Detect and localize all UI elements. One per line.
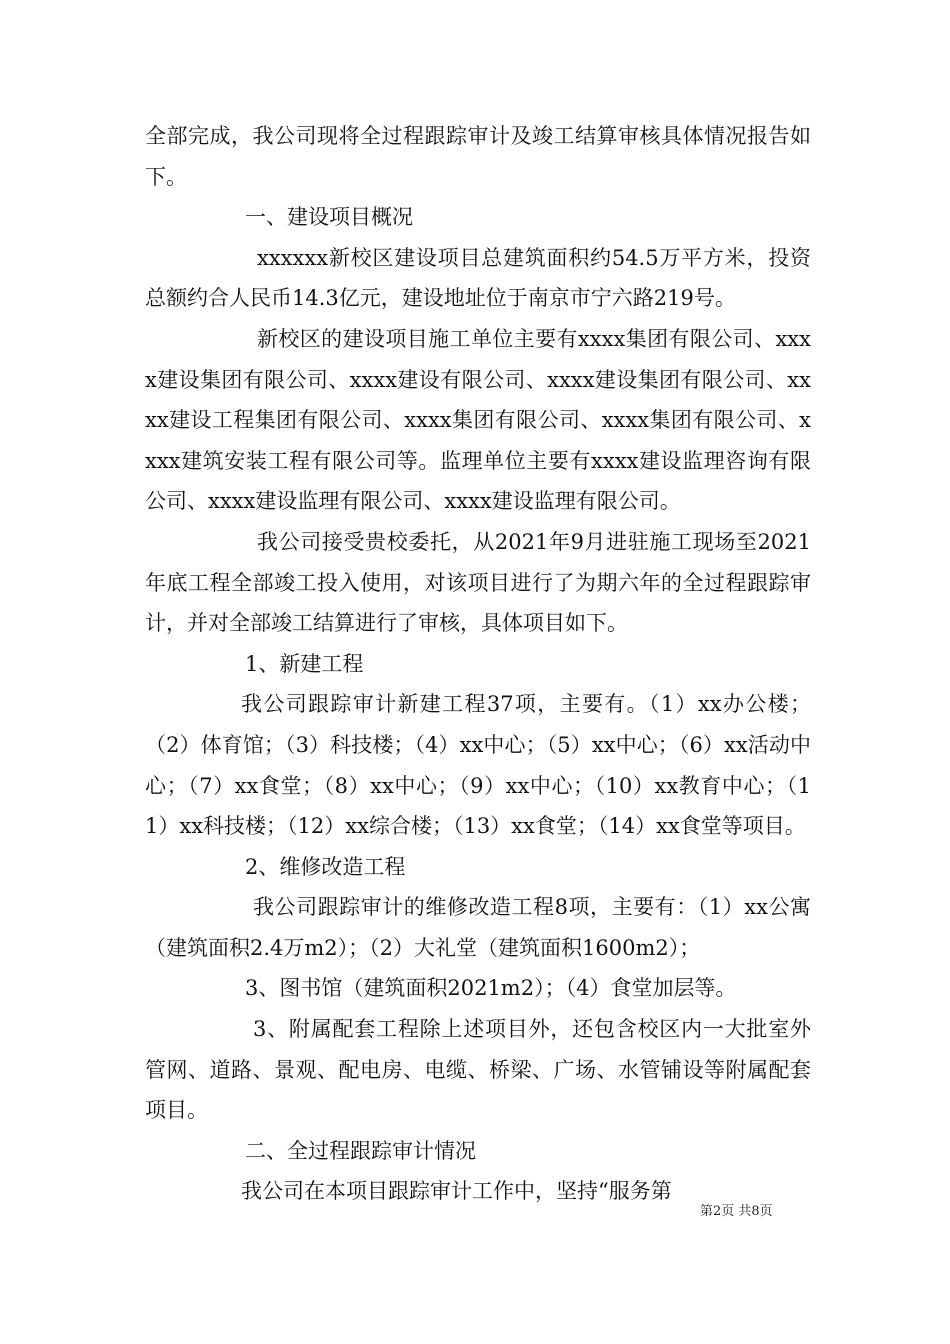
paragraph-new-construction-list: 我公司跟踪审计新建工程37项，主要有。（1）xx办公楼；（2）体育馆；（3）科技楼；（4）xx中心；（5）xx中心；（6）xx活动中心；（7）xx食堂；（8）xx中心；（9）xx中心；（10）xx教育中心；（11）xx科技楼；（12）xx综合楼；（13）xx食堂；（14）xx食堂等项目。 bbox=[145, 692, 811, 839]
paragraph-contractors: 新校区的建设项目施工单位主要有xxxx集团有限公司、xxxx建设集团有限公司、xxxx建设有限公司、xxxx建设集团有限公司、xxxx建设工程集团有限公司、xxxx集团有限公司、xxxx集团有限公司、xxxx建筑安装工程有限公司等。监理单位主要有xxxx建设监理咨询有限公司、xxxx建设监理有限公司、xxxx建设监理有限公司。 bbox=[145, 326, 811, 514]
paragraph-renovation-list: 我公司跟踪审计的维修改造工程8项，主要有：（1）xx公寓（建筑面积2.4万m2）；（2）大礼堂（建筑面积1600m2）； bbox=[145, 895, 811, 960]
paragraph-commission: 我公司接受贵校委托，从2021年9月进驻施工现场至2021年底工程全部竣工投入使用，对该项目进行了为期六年的全过程跟踪审计，并对全部竣工结算进行了审核，具体项目如下。 bbox=[145, 529, 811, 636]
subheading-new-construction: 1、新建工程 bbox=[245, 651, 364, 676]
document-body bbox=[145, 116, 811, 1212]
paragraph-audit-principle: 我公司在本项目跟踪审计工作中，坚持“服务第 bbox=[241, 1179, 672, 1204]
subheading-renovation: 2、维修改造工程 bbox=[245, 854, 406, 879]
paragraph-library: 3、图书馆（建筑面积2021m2）；（4）食堂加层等。 bbox=[245, 976, 737, 1001]
paragraph-ancillary-works: 3、附属配套工程除上述项目外，还包含校区内一大批室外管网、道路、景观、配电房、电缆、桥梁、广场、水管铺设等附属配套项目。 bbox=[145, 1017, 811, 1123]
paragraph-conclusion-intro: 全部完成，我公司现将全过程跟踪审计及竣工结算审核具体情况报告如下。 bbox=[145, 124, 811, 189]
paragraph-project-scale: xxxxxx新校区建设项目总建筑面积约54.5万平方米，投资总额约合人民币14.3亿元，建设地址位于南京市宁六路219号。 bbox=[145, 245, 811, 311]
page-number-footer: 第2页 共8页 bbox=[700, 1204, 773, 1219]
section-heading-audit: 二、全过程跟踪审计情况 bbox=[245, 1138, 476, 1163]
section-heading-overview: 一、建设项目概况 bbox=[245, 205, 413, 230]
